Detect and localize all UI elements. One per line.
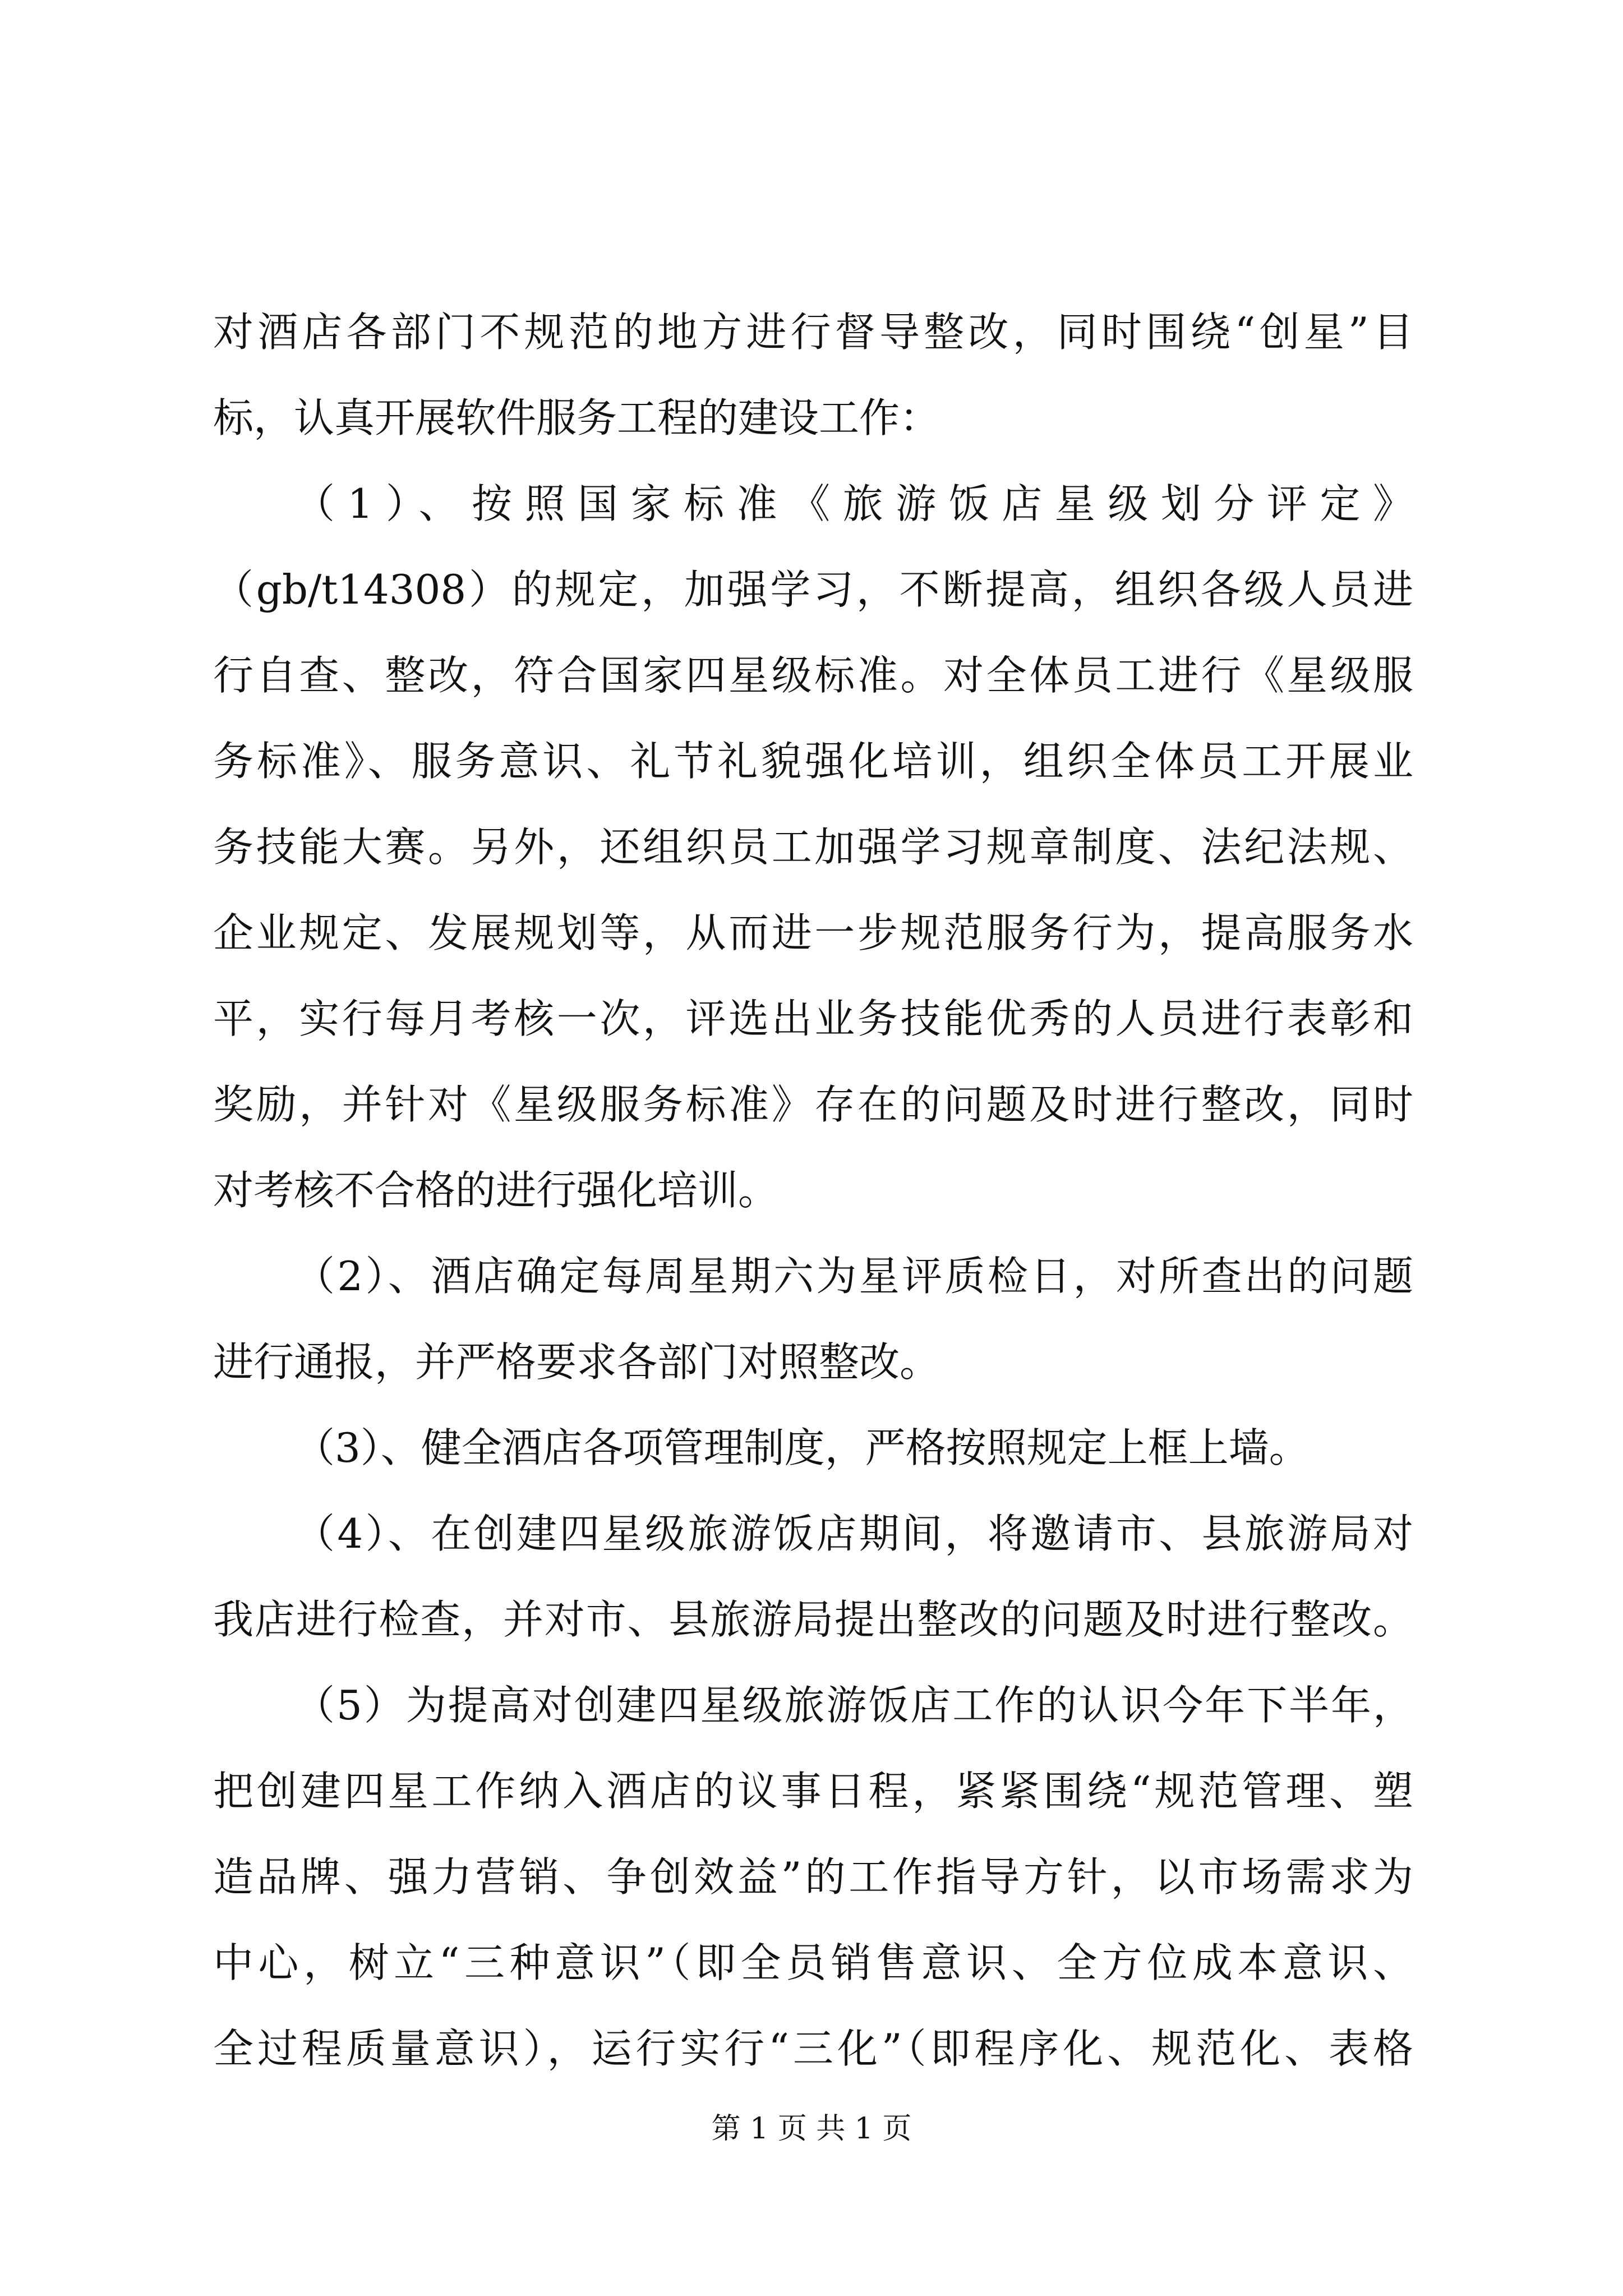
text-line: （3）、健全酒店各项管理制度，严格按照规定上框上墙。 xyxy=(294,1424,1310,1471)
text-line: （1）、按照国家标准《旅游饭店星级划分评定》 xyxy=(294,480,1413,527)
text-line: 造品牌、强力营销、争创效益”的工作指导方针，以市场需求为 xyxy=(213,1853,1413,1901)
text-line: 进行通报，并严格要求各部门对照整改。 xyxy=(213,1338,940,1386)
text-line: （4）、在创建四星级旅游饭店期间，将邀请市、县旅游局对 xyxy=(294,1510,1413,1557)
text-line: 全过程质量意识），运行实行“三化”（即程序化、规范化、表格 xyxy=(213,2025,1413,2072)
text-line: 中心，树立“三种意识”（即全员销售意识、全方位成本意识、 xyxy=(213,1939,1413,1986)
text-line: 务技能大赛。另外，还组织员工加强学习规章制度、法纪法规、 xyxy=(213,823,1413,871)
text-line: 我店进行检查，并对市、县旅游局提出整改的问题及时进行整改。 xyxy=(213,1596,1413,1643)
text-line: 企业规定、发展规划等，从而进一步规范服务行为，提高服务水 xyxy=(213,909,1413,956)
text-line: 务标准》、服务意识、礼节礼貌强化培训，组织全体员工开展业 xyxy=(213,738,1413,785)
text-line: （2）、酒店确定每周星期六为星评质检日，对所查出的问题 xyxy=(294,1253,1413,1300)
text-line: 对酒店各部门不规范的地方进行督导整改，同时围绕“创星”目 xyxy=(213,309,1413,356)
text-line: 对考核不合格的进行强化培训。 xyxy=(213,1167,779,1214)
text-line: 奖励，并针对《星级服务标准》存在的问题及时进行整改，同时 xyxy=(213,1081,1413,1128)
text-line: 行自查、整改，符合国家四星级标准。对全体员工进行《星级服 xyxy=(213,652,1413,699)
text-line: 把创建四星工作纳入酒店的议事日程，紧紧围绕“规范管理、塑 xyxy=(213,1768,1413,1815)
text-line: 标，认真开展软件服务工程的建设工作： xyxy=(213,394,940,441)
text-line: 平，实行每月考核一次，评选出业务技能优秀的人员进行表彰和 xyxy=(213,995,1413,1042)
text-line: （5）为提高对创建四星级旅游饭店工作的认识今年下半年， xyxy=(294,1682,1413,1729)
page-footer: 第 1 页 共 1 页 xyxy=(711,2112,912,2146)
text-line: （gb/t14308）的规定，加强学习，不断提高，组织各级人员进 xyxy=(213,566,1413,613)
